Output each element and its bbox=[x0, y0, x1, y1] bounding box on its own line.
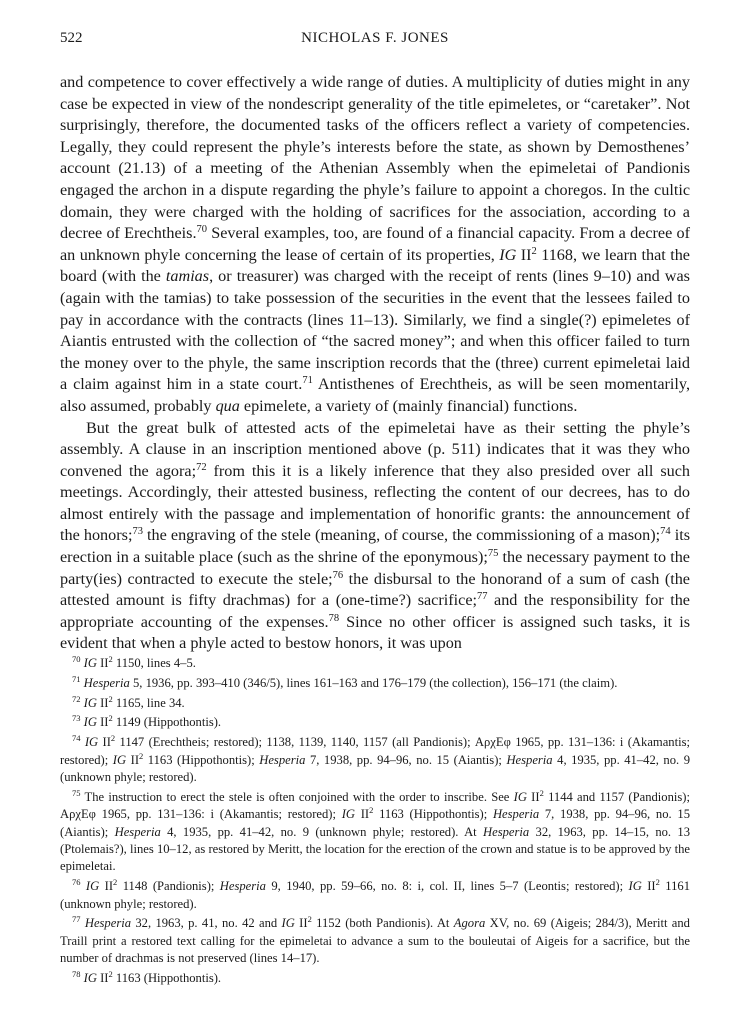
superscript: 70 bbox=[196, 224, 208, 236]
footnote-number: 70 bbox=[72, 654, 81, 664]
superscript: 2 bbox=[531, 245, 537, 257]
superscript: 2 bbox=[369, 805, 374, 816]
text-run: 9, 1940, pp. 59–66, no. 8: i, col. II, lines 5–7 (Leontis; restored); bbox=[265, 879, 629, 894]
text-run: 1148 (Pandionis); bbox=[117, 879, 220, 894]
text-run: 1165, line 34. bbox=[112, 695, 185, 710]
footnote bbox=[60, 675, 690, 692]
text-run: II bbox=[96, 715, 109, 730]
footnote bbox=[60, 695, 690, 712]
superscript: 75 bbox=[487, 548, 499, 560]
superscript: 2 bbox=[655, 877, 660, 888]
italic-text: qua bbox=[215, 396, 240, 415]
superscript: 72 bbox=[196, 461, 207, 473]
footnote-number: 78 bbox=[72, 969, 81, 980]
text-run: But the great bulk of attested acts of the epimeletai have as their setting the phyle’s assembly. A clause in an inscription mentioned above (p. 511) indicates that it was they who convened the agora; bbox=[60, 418, 690, 480]
footnote-number: 74 bbox=[72, 733, 81, 744]
superscript: 2 bbox=[139, 750, 144, 761]
superscript: 74 bbox=[660, 526, 671, 538]
text-run: the engraving of the stele (meaning, of course, the commissioning of a mason); bbox=[142, 526, 661, 545]
text-run: its erection in a suitable place (such as the shrine of the eponymous); bbox=[60, 526, 691, 567]
footnote bbox=[60, 789, 690, 876]
text-run: 4, 1935, pp. 41–42, no. 9 (unknown phyle; restored). bbox=[60, 752, 690, 784]
text-run: 32, 1963, p. 41, no. 42 and bbox=[131, 916, 282, 931]
text-run: from this it is a likely inference that they also presided over all such meetings. Accordingly, their attested business, reflecting the content of our decrees, has to do almost entirely with the passage and implementation of honorific grants: the announcement of the honors; bbox=[60, 461, 690, 545]
footnote bbox=[60, 734, 690, 786]
footnote-number: 72 bbox=[72, 693, 81, 704]
italic-text: IG bbox=[83, 715, 97, 730]
superscript: 2 bbox=[110, 733, 116, 744]
italic-text: IG bbox=[341, 807, 355, 822]
italic-text: IG bbox=[281, 916, 295, 931]
text-run: and competence to cover effectively a wide range of duties. A multiplicity of duties might in any case be expected in view of the nondescript generality of the title epimeletes, or “caretaker”. Not surprisingly, therefore, the documented tasks of the officers reflect a variety of competencies. Legally, they could represent the phyle’s interests before the state, as shown by Demosthenes’ account (21.13) of a meeting of the Athenian Assembly when the epimeletai of Pandionis engaged the archon in a dispute regarding the phyle’s failure to appoint a choregos. In the cultic domain, they were charged with the holding of sacrifices for the association, according to a decree of Erechtheis. bbox=[60, 73, 690, 243]
footnote bbox=[60, 915, 690, 967]
text-run: and the responsibility for the appropriate accounting of the expenses. bbox=[60, 591, 690, 631]
text-run: 5, 1936, pp. 393–410 (346/5), lines 161–163 and 176–179 (the collection), 156–171 (the claim). bbox=[129, 675, 618, 690]
page-number: 522 bbox=[60, 30, 83, 46]
italic-text: Hesperia bbox=[506, 752, 553, 767]
italic-text: Hesperia bbox=[492, 807, 540, 822]
footnote-number: 77 bbox=[72, 914, 81, 925]
footnote bbox=[60, 970, 690, 987]
text-run: The instruction to erect the stele is often conjoined with the order to inscribe. See bbox=[84, 789, 514, 804]
superscript: 71 bbox=[302, 375, 313, 387]
text-run: II bbox=[355, 807, 370, 822]
footnote-number: 73 bbox=[72, 713, 81, 724]
footnote bbox=[60, 655, 690, 672]
italic-text: Hesperia bbox=[483, 824, 530, 839]
paragraph bbox=[60, 418, 690, 656]
running-head: NICHOLAS F. JONES bbox=[301, 30, 449, 46]
footnote-number: 71 bbox=[72, 673, 81, 684]
text-run: II bbox=[294, 916, 308, 931]
text-run: 1161 (unknown phyle; restored). bbox=[60, 879, 691, 911]
superscript: 2 bbox=[108, 969, 113, 980]
superscript: 2 bbox=[108, 654, 113, 664]
footnotes bbox=[60, 655, 690, 990]
italic-text: IG bbox=[513, 789, 527, 804]
italic-text: IG bbox=[84, 735, 99, 750]
text-run: 1152 (both Pandionis). At bbox=[311, 916, 454, 931]
superscript: 2 bbox=[108, 693, 113, 704]
italic-text: Hesperia bbox=[114, 824, 161, 839]
text-run: 4, 1935, pp. 41–42, no. 9 (unknown phyle; restored). At bbox=[160, 824, 484, 839]
text-run: II bbox=[98, 735, 111, 750]
footnote bbox=[60, 878, 690, 913]
body-text bbox=[60, 72, 690, 655]
footnote-number: 76 bbox=[72, 877, 81, 888]
text-run: Antisthenes of Erechtheis, as will be seen momentarily, also assumed, probably bbox=[60, 375, 691, 415]
text-run: 1168, we learn that the board (with the bbox=[60, 245, 690, 286]
text-run: epimelete, a variety of (mainly financial) functions. bbox=[239, 396, 578, 415]
superscript: 76 bbox=[332, 569, 344, 581]
italic-text: IG bbox=[83, 656, 97, 670]
text-run: II bbox=[126, 752, 140, 767]
text-run: 7, 1938, pp. 94–96, no. 15 (Aiantis); bbox=[60, 807, 690, 839]
superscript: 2 bbox=[108, 713, 113, 724]
text-run: 1163 (Hippothontis). bbox=[112, 971, 222, 986]
superscript: 2 bbox=[539, 787, 544, 798]
text-run: 1149 (Hippothontis). bbox=[112, 715, 222, 730]
italic-text: IG bbox=[499, 245, 517, 264]
text-run: II bbox=[516, 245, 532, 264]
italic-text: IG bbox=[628, 879, 642, 894]
superscript: 77 bbox=[477, 591, 488, 603]
superscript: 2 bbox=[113, 877, 118, 888]
italic-text: Hesperia bbox=[259, 752, 306, 767]
footnote-number: 75 bbox=[72, 787, 81, 798]
italic-text: Hesperia bbox=[219, 879, 266, 894]
text-run: , or treasurer) was charged with the receipt of rents (lines 9–10) and was (again with the tamias) to take possession of the securities in the event that the lessees failed to pay in accordance with the contracts (lines 11–13). Similarly, we find a single(?) epimeletes of Aiantis entrusted with the collection of “the sacred money”; and when this officer failed to turn the money over to the phyle, the same inscription records that the (three) current epimeletai laid a claim against him in a state court. bbox=[60, 267, 690, 394]
text-run: XV, no. 69 (Aigeis; 284/3), Meritt and Traill print a restored text calling for the epimeletai to advance a sum to the bouleutai of Aigeis for a sacrifice, but the number of drachmas is not preserved (lines 14–17). bbox=[60, 916, 690, 966]
page-header bbox=[60, 30, 690, 54]
italic-text: Hesperia bbox=[83, 675, 130, 690]
footnote bbox=[60, 714, 690, 731]
italic-text: tamias bbox=[165, 267, 210, 286]
italic-text: IG bbox=[83, 971, 97, 986]
text-run: 1150, lines 4–5. bbox=[112, 656, 196, 670]
text-run: 1163 (Hippothontis); bbox=[373, 807, 493, 822]
text-run: 32, 1963, pp. 14–15, no. 13 (Ptolemais?), lines 10–12, as restored by Meritt, the location for the erection of the crown and statue is to be approved by the epimeletai. bbox=[60, 824, 690, 874]
text-run: II bbox=[641, 879, 656, 894]
text-run: 1163 (Hippothontis); bbox=[143, 752, 260, 767]
text-run: II bbox=[96, 656, 109, 670]
superscript: 2 bbox=[307, 914, 312, 925]
text-run: Several examples, too, are found of a financial capacity. From a decree of an unknown phyle concerning the lease of certain of its properties, bbox=[60, 224, 690, 264]
text-run: 7, 1938, pp. 94–96, no. 15 (Aiantis); bbox=[305, 752, 507, 767]
italic-text: Hesperia bbox=[84, 916, 132, 931]
text-run: the necessary payment to the party(ies) contracted to execute the stele; bbox=[60, 548, 690, 588]
paragraph bbox=[60, 72, 690, 418]
italic-text: IG bbox=[112, 752, 127, 767]
text-run: Since no other officer is assigned such tasks, it is evident that when a phyle acted to bestow honors, it was upon bbox=[60, 612, 691, 653]
superscript: 78 bbox=[328, 612, 340, 624]
text-run: II bbox=[96, 695, 109, 710]
text-run: 1144 and 1157 (Pandionis); ΑρχΕφ 1965, pp. 131–136: i (Akamantis; restored); bbox=[60, 789, 690, 822]
text-run: II bbox=[96, 971, 109, 986]
text-run: II bbox=[526, 789, 540, 804]
text-run: the disbursal to the honorand of a sum of cash (the attested amount is fifty drachmas) for a (one-time?) sacrifice; bbox=[60, 569, 690, 610]
text-run: 1147 (Erechtheis; restored); 1138, 1139, 1140, 1157 (all Pandionis); ΑρχΕφ 1965, pp. 131–136: i (Akamantis; restored); bbox=[60, 735, 690, 767]
italic-text: IG bbox=[83, 695, 97, 710]
italic-text: Agora bbox=[453, 916, 486, 931]
superscript: 73 bbox=[132, 526, 143, 538]
italic-text: IG bbox=[85, 879, 100, 894]
text-run: II bbox=[99, 879, 114, 894]
